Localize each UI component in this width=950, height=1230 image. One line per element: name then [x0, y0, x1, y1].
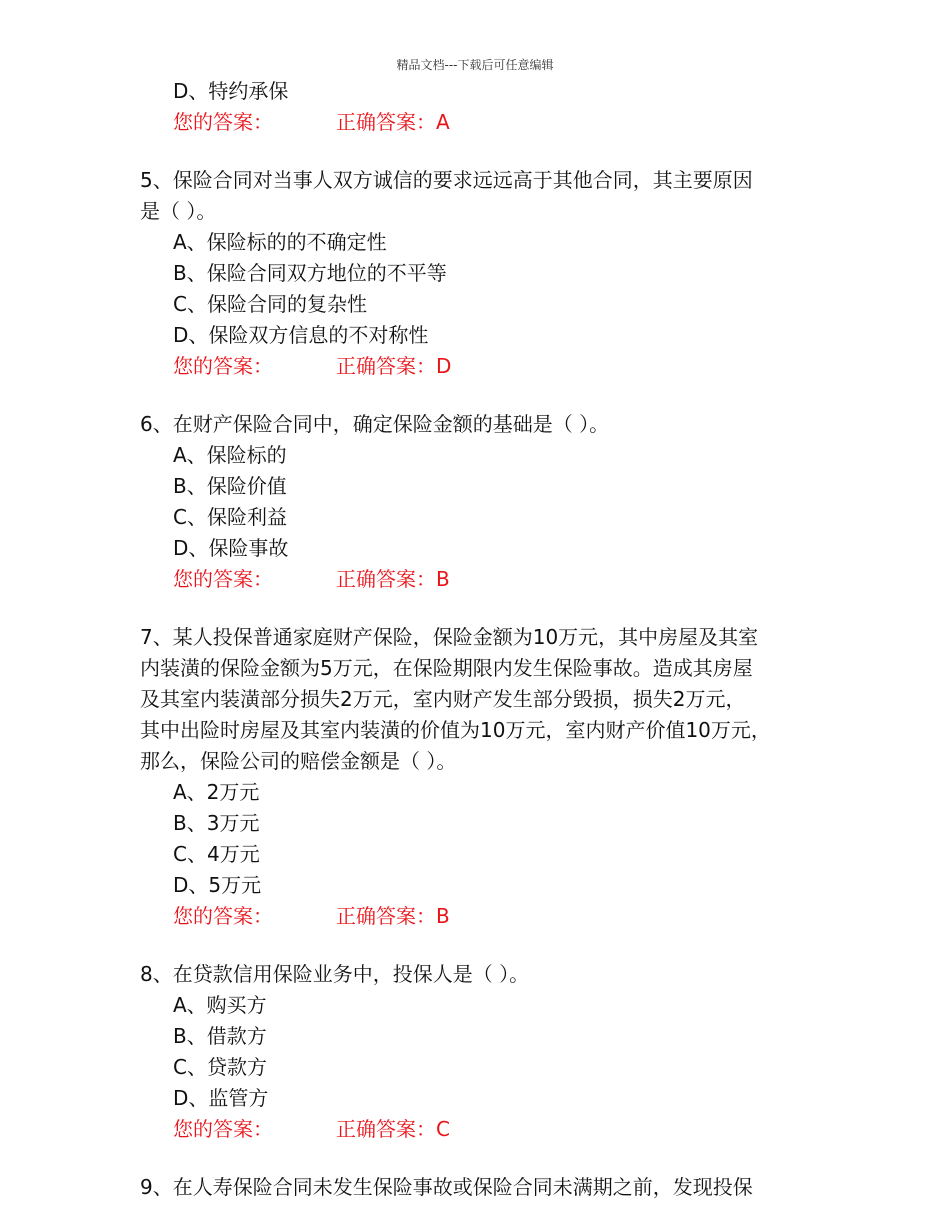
answer-row	[140, 1114, 820, 1145]
question-4-tail	[140, 76, 820, 138]
correct-answer-label: 正确答案：A	[336, 110, 450, 134]
your-answer-label: 您的答案：	[173, 110, 273, 134]
option-a: A、购买方	[173, 993, 267, 1017]
question-item	[140, 409, 820, 595]
question-text-line: 7、某人投保普通家庭财产保险，保险金额为10万元，其中房屋及其室	[140, 625, 759, 649]
question-text-line: 及其室内装潢部分损失2万元，室内财产发生部分毁损，损失2万元，	[140, 687, 746, 711]
option-a: A、保险标的的不确定性	[173, 230, 387, 254]
page-header: 精品文档---下载后可任意编辑	[396, 58, 554, 72]
question-text-line: 内装潢的保险金额为5万元，在保险期限内发生保险事故。造成其房屋	[140, 656, 753, 680]
question-list	[140, 76, 820, 1203]
question-text-line: 9、在人寿保险合同未发生保险事故或保险合同未满期之前，发现投保	[140, 1175, 753, 1199]
option-a: A、保险标的	[173, 443, 287, 467]
option-d: D、保险双方信息的不对称性	[173, 323, 429, 347]
question-spacer	[140, 932, 820, 959]
question-item	[140, 959, 820, 1145]
question-item	[140, 165, 820, 382]
your-answer-label: 您的答案：	[173, 354, 273, 378]
question-text-line: 5、保险合同对当事人双方诚信的要求远远高于其他合同，其主要原因	[140, 168, 753, 192]
question-text-line: 8、在贷款信用保险业务中，投保人是（ ）。	[140, 962, 530, 986]
option-c: C、保险利益	[173, 505, 287, 529]
answer-row	[140, 351, 820, 382]
option-c: C、4万元	[173, 842, 260, 866]
question-spacer	[140, 138, 820, 165]
question-spacer	[140, 595, 820, 622]
option-b: B、借款方	[173, 1024, 267, 1048]
question-spacer	[140, 382, 820, 409]
correct-answer-label: 正确答案：B	[336, 904, 450, 928]
your-answer-label: 您的答案：	[173, 1117, 273, 1141]
question-stem	[140, 622, 820, 777]
answer-row	[140, 564, 820, 595]
question-stem	[140, 959, 820, 990]
question-stem	[140, 165, 820, 227]
question-text-line: 6、在财产保险合同中，确定保险金额的基础是（ ）。	[140, 412, 610, 436]
option-c: C、保险合同的复杂性	[173, 292, 367, 316]
correct-answer-label: 正确答案：D	[336, 354, 452, 378]
option-d: D、5万元	[173, 873, 262, 897]
question-stem	[140, 409, 820, 440]
question-item	[140, 622, 820, 932]
question-item	[140, 1172, 820, 1203]
your-answer-label: 您的答案：	[173, 567, 273, 591]
question-text-line: 其中出险时房屋及其室内装潢的价值为10万元，室内财产价值10万元，	[140, 718, 771, 742]
option-b: B、3万元	[173, 811, 260, 835]
option-d: D、特约承保	[173, 79, 289, 103]
option-b: B、保险合同双方地位的不平等	[173, 261, 447, 285]
correct-answer-label: 正确答案：B	[336, 567, 450, 591]
questions-container	[140, 138, 820, 1203]
answer-row	[140, 107, 820, 138]
option-a: A、2万元	[173, 780, 260, 804]
your-answer-label: 您的答案：	[173, 904, 273, 928]
question-spacer	[140, 1145, 820, 1172]
option-b: B、保险价值	[173, 474, 287, 498]
option-d: D、保险事故	[173, 536, 289, 560]
answer-row	[140, 901, 820, 932]
option-d: D、监管方	[173, 1086, 269, 1110]
question-stem	[140, 1172, 820, 1203]
correct-answer-label: 正确答案：C	[336, 1117, 450, 1141]
option-c: C、贷款方	[173, 1055, 267, 1079]
question-text-line: 是（ ）。	[140, 199, 217, 223]
question-text-line: 那么，保险公司的赔偿金额是（ ）。	[140, 749, 457, 773]
